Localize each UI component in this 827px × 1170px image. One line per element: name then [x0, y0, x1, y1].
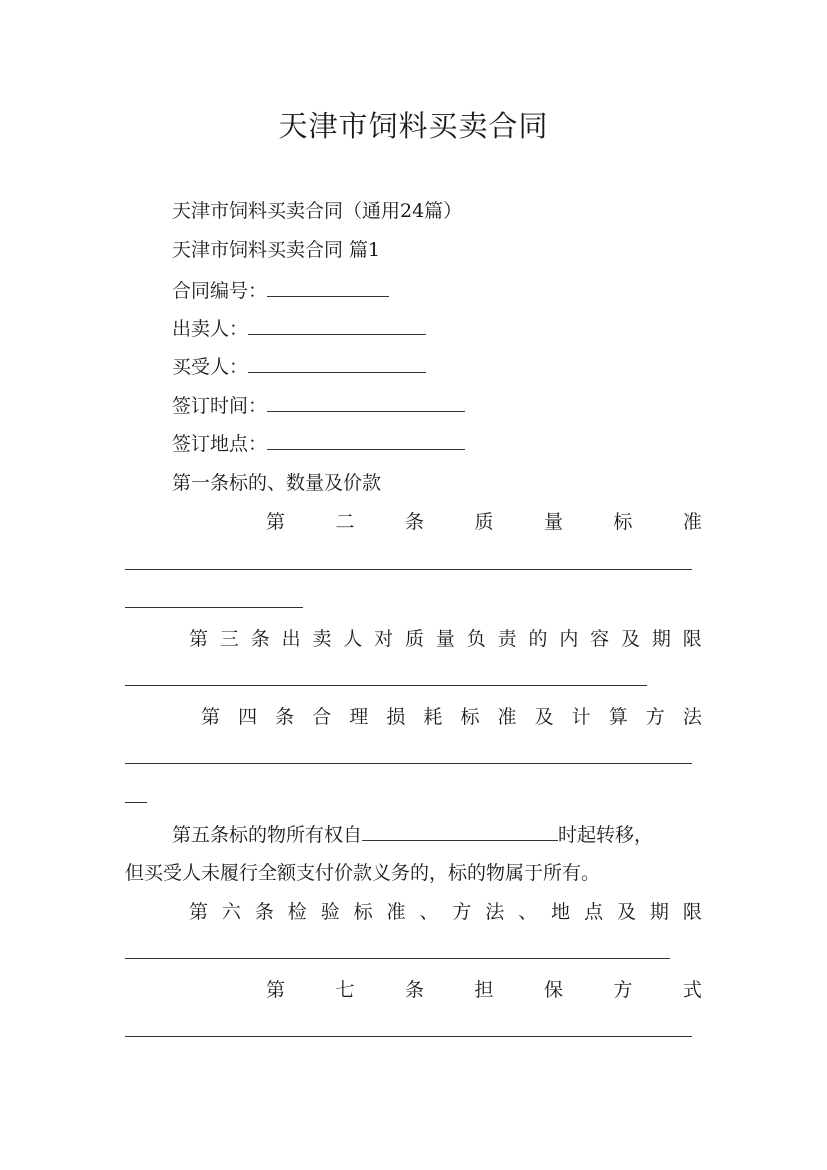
clause-6-char: 标 — [353, 901, 373, 923]
buyer-row — [172, 353, 426, 380]
clause-4-char: 方 — [645, 706, 665, 728]
sign-place-row — [172, 430, 465, 457]
clause-3 — [189, 626, 702, 652]
clause-4-char: 损 — [386, 706, 406, 728]
clause-3-char: 责 — [497, 628, 517, 650]
clause-6-char: 、 — [518, 901, 538, 923]
blank-line — [125, 763, 692, 764]
clause-3-char: 及 — [621, 628, 641, 650]
clause-2-char: 质 — [474, 511, 494, 533]
clause-4-char: 计 — [571, 706, 591, 728]
clause-6-char: 检 — [287, 901, 307, 923]
blank-line — [125, 958, 670, 959]
clause-7-char: 七 — [335, 979, 355, 1001]
clause-7 — [266, 977, 702, 1003]
clause-6-char: 点 — [584, 901, 604, 923]
clause-2-char: 二 — [335, 511, 355, 533]
sign-place-blank — [267, 430, 465, 450]
clause-6-char: 准 — [386, 901, 406, 923]
clause-4-char: 算 — [608, 706, 628, 728]
clause-2-char: 第 — [266, 511, 286, 533]
clause-3-char: 质 — [405, 628, 425, 650]
clause-3-char: 第 — [189, 628, 209, 650]
clause-2-char: 条 — [404, 511, 424, 533]
clause-4-char: 法 — [682, 706, 702, 728]
blank-line — [125, 1036, 692, 1037]
sign-time-row — [172, 392, 465, 419]
seller-blank — [248, 315, 426, 335]
section-heading: 天津市饲料买卖合同 篇1 — [172, 239, 381, 261]
buyer-label: 买受人： — [172, 356, 249, 378]
clause-3-char: 限 — [682, 628, 702, 650]
clause-6-char: 法 — [485, 901, 505, 923]
clause-2-char: 量 — [543, 511, 563, 533]
clause-3-char: 内 — [559, 628, 579, 650]
clause-6-char: 及 — [616, 901, 636, 923]
clause-4-char: 及 — [534, 706, 554, 728]
clause-5-post: 时起转移， — [558, 824, 654, 846]
clause-2-char: 准 — [682, 511, 702, 533]
clause-7-char: 方 — [613, 979, 633, 1001]
clause-3-char: 卖 — [312, 628, 332, 650]
clause-4-char: 标 — [460, 706, 480, 728]
clause-6-char: 地 — [551, 901, 571, 923]
clause-3-char: 负 — [466, 628, 486, 650]
clause-6-char: 条 — [254, 901, 274, 923]
clause-4-char: 理 — [349, 706, 369, 728]
clause-5-line-1 — [172, 821, 653, 848]
clause-6-char: 第 — [189, 901, 209, 923]
clause-6-char: 验 — [320, 901, 340, 923]
blank-line — [125, 802, 147, 803]
clause-2 — [266, 509, 702, 535]
document-title: 天津市饲料买卖合同 — [278, 109, 549, 143]
blank-line — [125, 685, 647, 686]
clause-3-char: 条 — [250, 628, 270, 650]
clause-3-char: 的 — [528, 628, 548, 650]
clause-1: 第一条标的、数量及价款 — [172, 472, 382, 494]
clause-6-char: 、 — [419, 901, 439, 923]
blank-line — [125, 569, 692, 570]
clause-6-char: 六 — [221, 901, 241, 923]
clause-4-char: 条 — [275, 706, 295, 728]
clause-3-char: 容 — [590, 628, 610, 650]
sign-time-label: 签订时间： — [172, 395, 268, 417]
clause-6-char: 方 — [452, 901, 472, 923]
clause-3-char: 三 — [219, 628, 239, 650]
clause-7-char: 式 — [682, 979, 702, 1001]
clause-3-char: 量 — [435, 628, 455, 650]
clause-6-char: 限 — [682, 901, 702, 923]
seller-label: 出卖人： — [172, 318, 249, 340]
clause-6-char: 期 — [649, 901, 669, 923]
clause-3-char: 出 — [281, 628, 301, 650]
clause-4-char: 合 — [312, 706, 332, 728]
seller-row — [172, 315, 426, 342]
clause-4-char: 四 — [238, 706, 258, 728]
sign-time-blank — [267, 392, 465, 412]
clause-2-char: 标 — [613, 511, 633, 533]
clause-4 — [201, 704, 702, 730]
clause-5-blank — [362, 821, 558, 841]
contract-no-row — [172, 277, 389, 304]
clause-7-char: 保 — [543, 979, 563, 1001]
clause-3-char: 对 — [374, 628, 394, 650]
clause-4-char: 耗 — [423, 706, 443, 728]
clause-4-char: 准 — [497, 706, 517, 728]
buyer-blank — [248, 353, 426, 373]
contract-no-blank — [267, 277, 389, 297]
clause-5-line-2: 但买受人未履行全额支付价款义务的，标的物属于所有。 — [125, 862, 601, 884]
contract-no-label: 合同编号： — [172, 280, 268, 302]
clause-7-char: 条 — [404, 979, 424, 1001]
sign-place-label: 签订地点： — [172, 433, 268, 455]
clause-5-pre: 第五条标的物所有权自 — [172, 824, 363, 846]
clause-7-char: 担 — [474, 979, 494, 1001]
blank-line — [125, 607, 303, 608]
clause-4-char: 第 — [201, 706, 221, 728]
clause-3-char: 人 — [343, 628, 363, 650]
clause-3-char: 期 — [651, 628, 671, 650]
clause-6 — [189, 899, 702, 925]
clause-7-char: 第 — [266, 979, 286, 1001]
document-subtitle: 天津市饲料买卖合同（通用24篇） — [172, 200, 463, 222]
